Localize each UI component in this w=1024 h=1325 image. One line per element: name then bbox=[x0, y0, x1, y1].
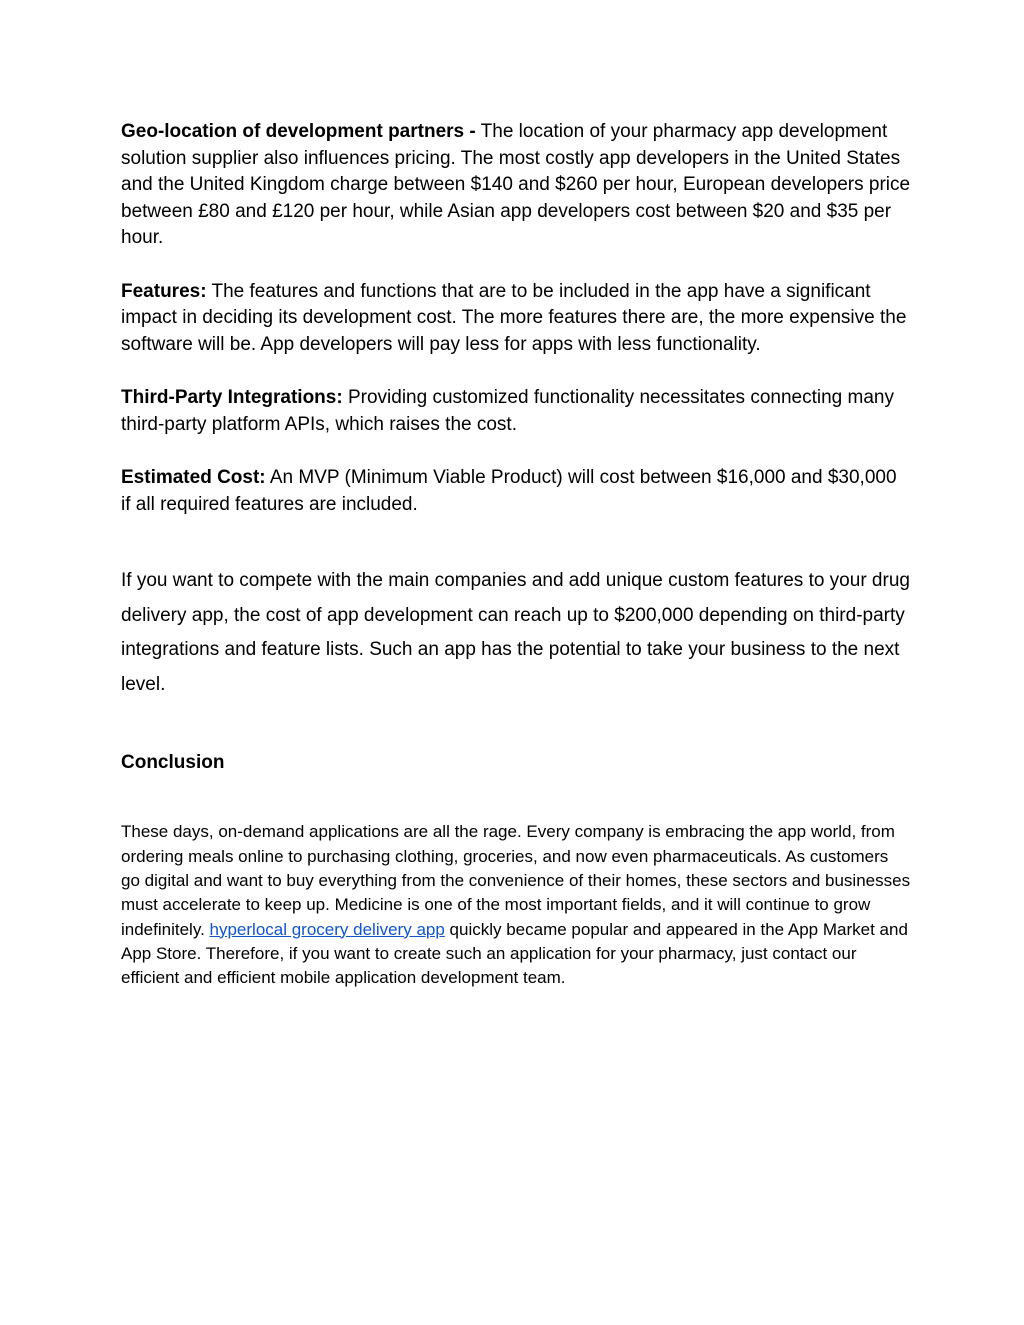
paragraph-text: Providing customized functionality necessitates connecting many third-party platform APIs, which raises the cost. bbox=[121, 387, 894, 435]
paragraph-text: An MVP (Minimum Viable Product) will cost between $16,000 and $30,000 if all required features are included. bbox=[121, 467, 897, 515]
conclusion-text-before-link: These days, on-demand applications are all the rage. Every company is embracing the app world, from ordering meals online to purchasing clothing, groceries, and now even pharmaceuticals. As customers go digital and want to buy everything from the convenience of their homes, these sectors and businesses must accelerate to keep up. Medicine is one of the most important fields, and it will continue to grow indefinitely. bbox=[121, 822, 911, 939]
paragraph-geo-location bbox=[121, 119, 911, 252]
hyperlocal-grocery-link[interactable]: hyperlocal grocery delivery app bbox=[209, 919, 445, 939]
summary-paragraph: If you want to compete with the main companies and add unique custom features to your drug delivery app, the cost of app development can reach up to $200,000 depending on third-party integrations and feature lists. Such an app has the potential to take your business to the next level. bbox=[121, 570, 910, 695]
paragraph-text: The location of your pharmacy app development solution supplier also influences pricing. The most costly app developers in the United States and the United Kingdom charge between $140 and $260 per hour, European developers price between £80 and £120 per hour, while Asian app developers cost between $20 and $35 per hour. bbox=[121, 121, 911, 248]
paragraph-label: Features: bbox=[121, 280, 207, 302]
conclusion-paragraph bbox=[121, 820, 911, 990]
paragraph-third-party-integrations bbox=[121, 385, 911, 438]
paragraph-estimated-cost bbox=[121, 465, 911, 518]
conclusion-text-after-link: quickly became popular and appeared in the App Market and App Store. Therefore, if you want to create such an application for your pharmacy, just contact our efficient and efficient mobile application development team. bbox=[121, 919, 908, 988]
conclusion-heading: Conclusion bbox=[121, 752, 225, 774]
paragraph-label: Geo-location of development partners - bbox=[121, 121, 476, 142]
document-page bbox=[121, 119, 911, 990]
paragraph-label: Third-Party Integrations: bbox=[121, 387, 343, 408]
paragraph-text: The features and functions that are to be included in the app have a significant impact in deciding its development cost. The more features there are, the more expensive the software will be. App developers will pay less for apps with less functionality. bbox=[121, 280, 907, 355]
paragraph-features bbox=[121, 279, 911, 359]
paragraph-label: Estimated Cost: bbox=[121, 467, 266, 488]
